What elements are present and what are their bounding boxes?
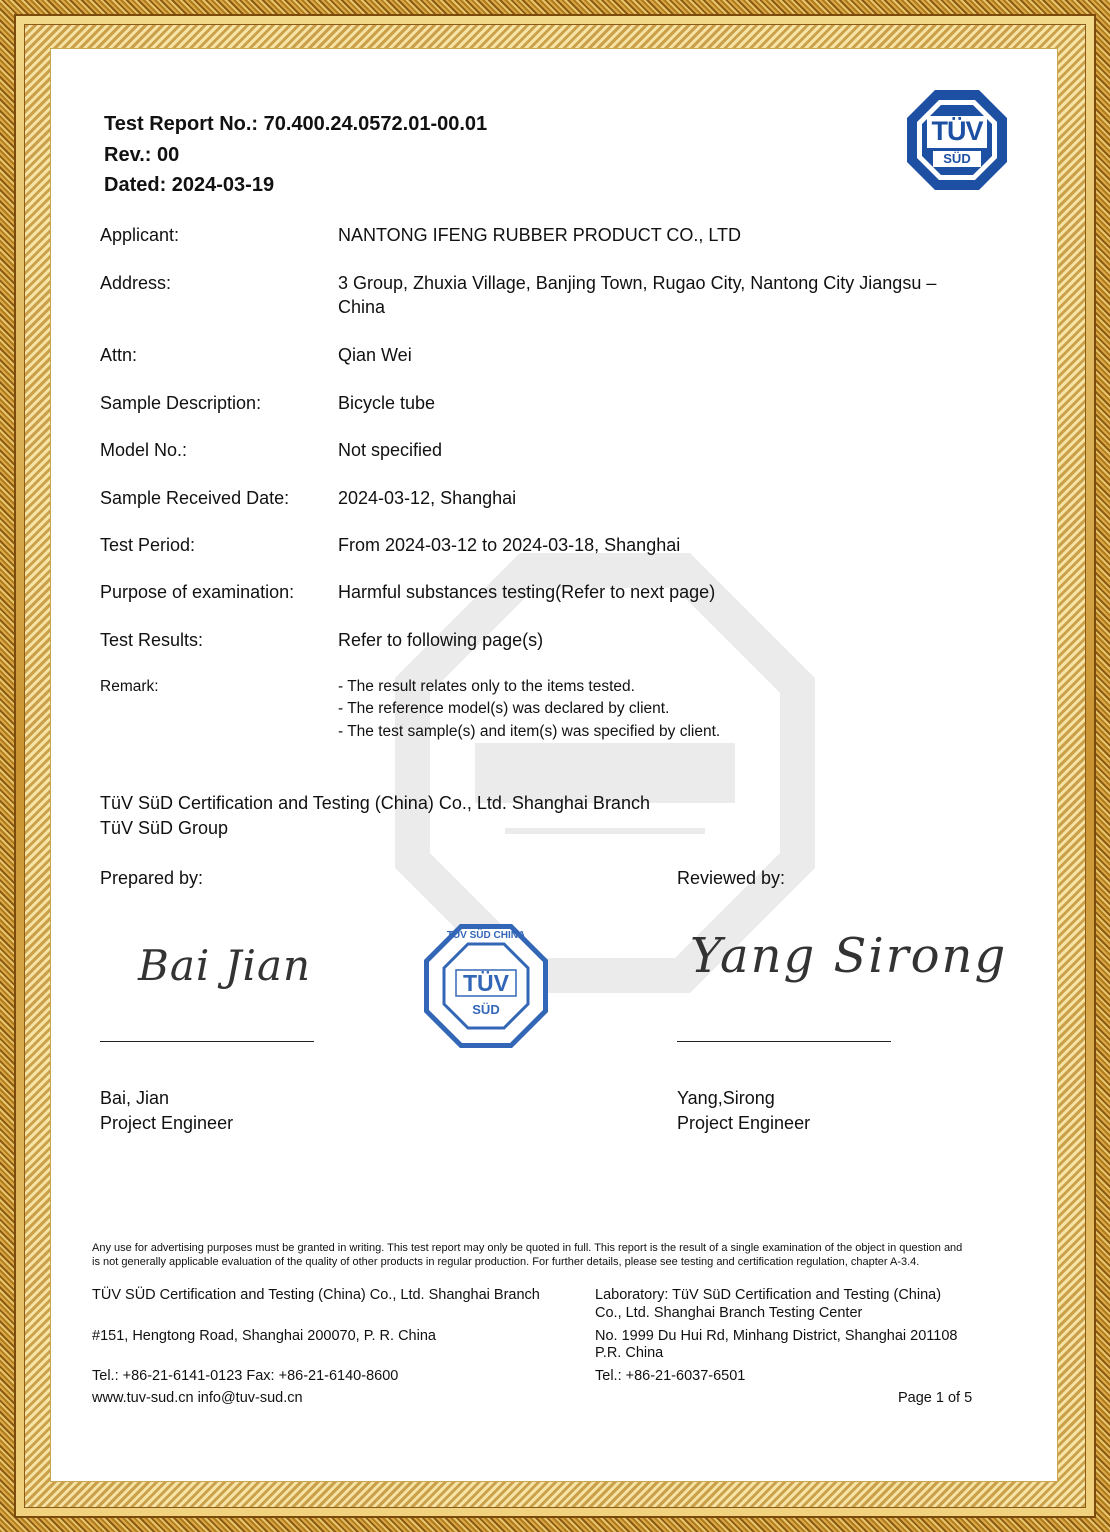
footer-lab-address1: No. 1999 Du Hui Rd, Minhang District, Shanghai 201108 — [595, 1328, 958, 1344]
report-number: Test Report No.: 70.400.24.0572.01-00.01 — [104, 113, 488, 135]
footer-lab-address2: P.R. China — [595, 1345, 664, 1361]
reviewed-by-label: Reviewed by: — [677, 868, 786, 888]
sample-received-date-label: Sample Received Date: — [100, 488, 290, 508]
prepared-by-label: Prepared by: — [100, 868, 204, 888]
test-period-value: From 2024-03-12 to 2024-03-18, Shanghai — [338, 535, 681, 555]
address-value: 3 Group, Zhuxia Village, Banjing Town, Rugao City, Nantong City Jiangsu – — [338, 273, 937, 293]
remark-line: - The test sample(s) and item(s) was specified by client. — [338, 723, 721, 740]
company-group: TüV SüD Group — [100, 818, 229, 838]
sample-description-value: Bicycle tube — [338, 393, 436, 413]
stamp-text-tuv: TÜV — [463, 970, 509, 996]
purpose-value: Harmful substances testing(Refer to next page) — [338, 582, 716, 602]
prepared-signature: Bai Jian — [138, 941, 312, 990]
footer-lab-line1: Laboratory: TüV SüD Certification and Testing (China) — [595, 1287, 942, 1303]
model-no-value: Not specified — [338, 440, 443, 460]
applicant-value: NANTONG IFENG RUBBER PRODUCT CO., LTD — [338, 225, 742, 245]
address-label: Address: — [100, 273, 172, 293]
attn-value: Qian Wei — [338, 345, 412, 365]
tuv-stamp — [422, 922, 550, 1050]
logo-text-tuv: TÜV — [931, 116, 983, 146]
footer-address: #151, Hengtong Road, Shanghai 200070, P. R. China — [92, 1328, 436, 1344]
stamp-text-top: TÜV SÜD CHINA — [446, 930, 526, 941]
prepared-title: Project Engineer — [100, 1113, 234, 1133]
test-results-value: Refer to following page(s) — [338, 630, 544, 650]
reviewed-signature: Yang Sirong — [690, 928, 1008, 984]
tuv-sud-logo — [905, 88, 1009, 192]
footer-company: TÜV SÜD Certification and Testing (China) Co., Ltd. Shanghai Branch — [92, 1287, 540, 1303]
revision: Rev.: 00 — [104, 144, 180, 166]
attn-label: Attn: — [100, 345, 138, 365]
applicant-label: Applicant: — [100, 225, 180, 245]
footer-tel-fax: Tel.: +86-21-6141-0123 Fax: +86-21-6140-8600 — [92, 1368, 399, 1384]
model-no-label: Model No.: — [100, 440, 188, 460]
certificate-page — [50, 48, 1058, 1482]
page-number: Page 1 of 5 — [898, 1390, 973, 1406]
test-period-label: Test Period: — [100, 535, 196, 555]
purpose-label: Purpose of examination: — [100, 582, 295, 602]
prepared-signature-line — [100, 1041, 314, 1042]
sample-received-date-value: 2024-03-12, Shanghai — [338, 488, 517, 508]
stamp-text-sud: SÜD — [472, 1002, 500, 1017]
sample-description-label: Sample Description: — [100, 393, 262, 413]
remark-label: Remark: — [100, 678, 159, 695]
footer-website-link[interactable]: www.tuv-sud.cn info@tuv-sud.cn — [92, 1390, 303, 1406]
prepared-name: Bai, Jian — [100, 1088, 170, 1108]
remark-line: - The result relates only to the items tested. — [338, 678, 635, 695]
footer-lab-tel: Tel.: +86-21-6037-6501 — [595, 1368, 746, 1384]
footer-lab-line2: Co., Ltd. Shanghai Branch Testing Center — [595, 1305, 863, 1321]
reviewed-title: Project Engineer — [677, 1113, 811, 1133]
logo-text-sud: SÜD — [943, 151, 971, 166]
reviewed-name: Yang,Sirong — [677, 1088, 775, 1108]
disclaimer: Any use for advertising purposes must be granted in writing. This test report may only be quoted in full. This report is the result of a single examination of the object in question and is not generally applicable evaluation of the quality of other products in regular production. For further details, please see testing and certification regulation, chapter A-3.4. — [92, 1242, 963, 1268]
remark-line: - The reference model(s) was declared by client. — [338, 700, 670, 717]
report-date: Dated: 2024-03-19 — [104, 174, 275, 196]
test-results-label: Test Results: — [100, 630, 204, 650]
address-value-line2: China — [338, 297, 386, 317]
reviewed-signature-line — [677, 1041, 891, 1042]
company-name: TüV SüD Certification and Testing (China) Co., Ltd. Shanghai Branch — [100, 793, 650, 813]
